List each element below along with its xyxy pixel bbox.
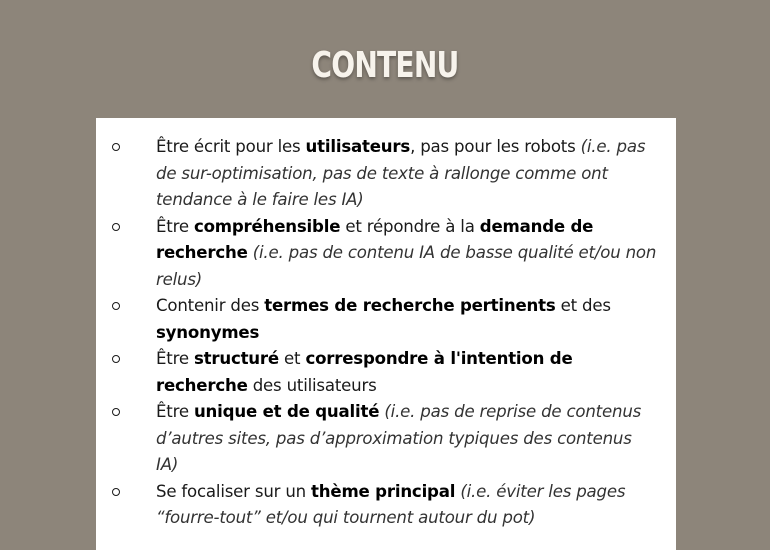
bold-text: synonymes (156, 322, 260, 342)
list-item (96, 399, 676, 479)
bold-text: termes de recherche pertinents (264, 296, 556, 315)
text-segment: Être écrit pour les (156, 137, 306, 156)
bold-text: compréhensible (193, 216, 341, 236)
content-card (96, 118, 676, 550)
italic-text: (i.e. pas de reprise de contenus d’autres sites, pas d’approximation typiques des contenus IA) (156, 402, 642, 474)
hollow-bullet-icon (112, 488, 120, 496)
list-item (96, 479, 676, 532)
italic-text: (i.e. pas de sur-optimisation, pas de texte à rallonge comme ont tendance à le faire les IA) (156, 137, 646, 209)
hollow-bullet-icon (112, 355, 120, 363)
bold-text: demande de recherche (156, 216, 594, 262)
list-item (96, 134, 676, 214)
text-segment: , pas pour les robots (410, 137, 581, 156)
text-segment: et des (555, 296, 611, 315)
hollow-bullet-icon (112, 302, 120, 310)
text-segment: Être (156, 349, 194, 368)
bold-text: structuré (193, 349, 279, 368)
bold-text: correspondre à l'intention de recherche (156, 349, 573, 395)
text-segment: Contenir des (156, 296, 265, 315)
bold-text: unique et de qualité (193, 402, 380, 421)
text-segment: Être (156, 216, 194, 236)
hollow-bullet-icon (112, 223, 120, 231)
list-item (96, 293, 676, 346)
text-segment: Se focaliser sur un (156, 481, 312, 501)
italic-text: (i.e. éviter les pages “fourre-tout” et/ou qui tournent autour du pot) (156, 481, 626, 527)
italic-text: (i.e. pas de contenu IA de basse qualité et/ou non relus) (156, 243, 657, 289)
list-item (96, 214, 676, 294)
list-item (96, 346, 676, 399)
hollow-bullet-icon (112, 143, 120, 151)
bold-text: thème principal (311, 481, 456, 501)
page-title: CONTENU (311, 45, 459, 86)
bullet-list (96, 134, 676, 532)
text-segment: et (278, 349, 306, 368)
bold-text: utilisateurs (305, 137, 411, 156)
text-segment: Être (156, 402, 194, 421)
text-segment: des utilisateurs (247, 375, 377, 395)
hollow-bullet-icon (112, 408, 120, 416)
text-segment: et répondre à la (340, 216, 480, 236)
